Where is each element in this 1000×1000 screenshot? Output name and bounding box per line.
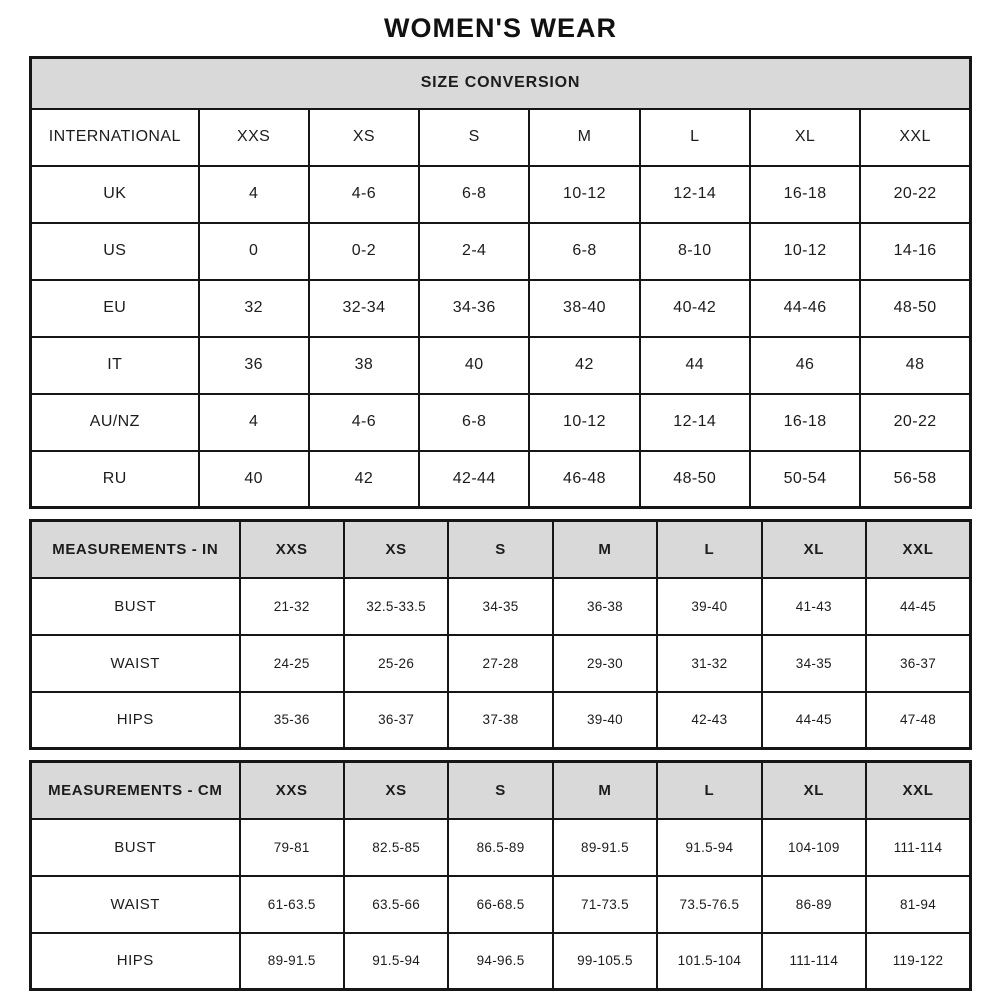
cell: 37-38 xyxy=(448,692,552,749)
cell: 42-44 xyxy=(419,451,529,508)
column-header-l: L xyxy=(657,521,761,578)
cell: 36-37 xyxy=(866,635,970,692)
size-conversion-table xyxy=(29,56,972,509)
cell: 20-22 xyxy=(860,166,970,223)
cell: 40-42 xyxy=(640,280,750,337)
cell: 24-25 xyxy=(240,635,344,692)
cell: 61-63.5 xyxy=(240,876,344,933)
cell: 32 xyxy=(199,280,309,337)
cell: 0 xyxy=(199,223,309,280)
row-label: UK xyxy=(31,166,199,223)
cell: 6-8 xyxy=(419,394,529,451)
cell: 46-48 xyxy=(529,451,639,508)
cell: 89-91.5 xyxy=(240,933,344,990)
cell: 12-14 xyxy=(640,166,750,223)
column-header-xxs: XXS xyxy=(240,762,344,819)
cell: 44-45 xyxy=(866,578,970,635)
cell: 29-30 xyxy=(553,635,657,692)
cell: 101.5-104 xyxy=(657,933,761,990)
column-header-xxl: XXL xyxy=(866,762,970,819)
cell: 63.5-66 xyxy=(344,876,448,933)
column-header-xxl: XXL xyxy=(860,109,970,166)
size-conversion-title: SIZE CONVERSION xyxy=(31,58,971,109)
cell: 42-43 xyxy=(657,692,761,749)
column-header-xl: XL xyxy=(762,521,866,578)
cell: 91.5-94 xyxy=(344,933,448,990)
column-header-s: S xyxy=(448,521,552,578)
page-title: WOMEN'S WEAR xyxy=(384,13,617,43)
column-header-m: M xyxy=(529,109,639,166)
cell: 38-40 xyxy=(529,280,639,337)
row-label: RU xyxy=(31,451,199,508)
cell: 71-73.5 xyxy=(553,876,657,933)
cell: 42 xyxy=(529,337,639,394)
cell: 44 xyxy=(640,337,750,394)
size-conversion-header-row xyxy=(31,109,971,166)
cell: 2-4 xyxy=(419,223,529,280)
cell: 42 xyxy=(309,451,419,508)
table-row-aunz xyxy=(31,394,971,451)
cell: 44-45 xyxy=(762,692,866,749)
cell: 41-43 xyxy=(762,578,866,635)
cell: 94-96.5 xyxy=(448,933,552,990)
cell: 38 xyxy=(309,337,419,394)
cell: 10-12 xyxy=(529,166,639,223)
cell: 81-94 xyxy=(866,876,970,933)
cell: 12-14 xyxy=(640,394,750,451)
cell: 10-12 xyxy=(750,223,860,280)
cell: 31-32 xyxy=(657,635,761,692)
measurements-in-header-row xyxy=(31,521,971,578)
column-header-measurements-in: MEASUREMENTS - IN xyxy=(31,521,240,578)
column-header-xxs: XXS xyxy=(240,521,344,578)
table-row-us xyxy=(31,223,971,280)
row-label: AU/NZ xyxy=(31,394,199,451)
measurements-in-table xyxy=(29,519,972,750)
column-header-s: S xyxy=(448,762,552,819)
cell: 34-35 xyxy=(762,635,866,692)
cell: 73.5-76.5 xyxy=(657,876,761,933)
column-header-xl: XL xyxy=(762,762,866,819)
row-label: HIPS xyxy=(31,692,240,749)
measurements-cm-header-row xyxy=(31,762,971,819)
cell: 48-50 xyxy=(640,451,750,508)
column-header-xs: XS xyxy=(344,762,448,819)
table-row-uk xyxy=(31,166,971,223)
cell: 79-81 xyxy=(240,819,344,876)
cell: 89-91.5 xyxy=(553,819,657,876)
cell: 4 xyxy=(199,166,309,223)
table-row-hips-in xyxy=(31,692,971,749)
cell: 36-37 xyxy=(344,692,448,749)
cell: 8-10 xyxy=(640,223,750,280)
column-header-measurements-cm: MEASUREMENTS - CM xyxy=(31,762,240,819)
table-row-ru xyxy=(31,451,971,508)
cell: 86.5-89 xyxy=(448,819,552,876)
row-label: HIPS xyxy=(31,933,240,990)
column-header-xs: XS xyxy=(309,109,419,166)
row-label: IT xyxy=(31,337,199,394)
cell: 50-54 xyxy=(750,451,860,508)
row-label: WAIST xyxy=(31,635,240,692)
column-header-xs: XS xyxy=(344,521,448,578)
cell: 47-48 xyxy=(866,692,970,749)
cell: 16-18 xyxy=(750,166,860,223)
cell: 82.5-85 xyxy=(344,819,448,876)
row-label: EU xyxy=(31,280,199,337)
measurements-cm-table xyxy=(29,760,972,991)
column-header-xxs: XXS xyxy=(199,109,309,166)
row-label: WAIST xyxy=(31,876,240,933)
cell: 66-68.5 xyxy=(448,876,552,933)
cell: 99-105.5 xyxy=(553,933,657,990)
column-header-xl: XL xyxy=(750,109,860,166)
cell: 0-2 xyxy=(309,223,419,280)
size-conversion-banner-row xyxy=(31,58,971,109)
cell: 34-35 xyxy=(448,578,552,635)
cell: 46 xyxy=(750,337,860,394)
column-header-s: S xyxy=(419,109,529,166)
cell: 39-40 xyxy=(553,692,657,749)
cell: 119-122 xyxy=(866,933,970,990)
table-row-hips-cm xyxy=(31,933,971,990)
table-row-eu xyxy=(31,280,971,337)
cell: 4 xyxy=(199,394,309,451)
column-header-l: L xyxy=(657,762,761,819)
cell: 16-18 xyxy=(750,394,860,451)
table-row-it xyxy=(31,337,971,394)
cell: 20-22 xyxy=(860,394,970,451)
cell: 32.5-33.5 xyxy=(344,578,448,635)
cell: 4-6 xyxy=(309,394,419,451)
cell: 21-32 xyxy=(240,578,344,635)
cell: 91.5-94 xyxy=(657,819,761,876)
column-header-international: INTERNATIONAL xyxy=(31,109,199,166)
table-row-waist-in xyxy=(31,635,971,692)
cell: 44-46 xyxy=(750,280,860,337)
cell: 14-16 xyxy=(860,223,970,280)
cell: 56-58 xyxy=(860,451,970,508)
cell: 34-36 xyxy=(419,280,529,337)
cell: 48-50 xyxy=(860,280,970,337)
table-row-waist-cm xyxy=(31,876,971,933)
row-label: BUST xyxy=(31,578,240,635)
cell: 40 xyxy=(419,337,529,394)
cell: 25-26 xyxy=(344,635,448,692)
cell: 40 xyxy=(199,451,309,508)
column-header-xxl: XXL xyxy=(866,521,970,578)
cell: 48 xyxy=(860,337,970,394)
cell: 104-109 xyxy=(762,819,866,876)
column-header-l: L xyxy=(640,109,750,166)
cell: 27-28 xyxy=(448,635,552,692)
cell: 35-36 xyxy=(240,692,344,749)
cell: 36-38 xyxy=(553,578,657,635)
cell: 32-34 xyxy=(309,280,419,337)
cell: 4-6 xyxy=(309,166,419,223)
table-row-bust-cm xyxy=(31,819,971,876)
column-header-m: M xyxy=(553,521,657,578)
cell: 86-89 xyxy=(762,876,866,933)
column-header-m: M xyxy=(553,762,657,819)
cell: 111-114 xyxy=(866,819,970,876)
cell: 39-40 xyxy=(657,578,761,635)
row-label: US xyxy=(31,223,199,280)
cell: 6-8 xyxy=(419,166,529,223)
cell: 6-8 xyxy=(529,223,639,280)
row-label: BUST xyxy=(31,819,240,876)
cell: 36 xyxy=(199,337,309,394)
table-row-bust-in xyxy=(31,578,971,635)
cell: 10-12 xyxy=(529,394,639,451)
cell: 111-114 xyxy=(762,933,866,990)
